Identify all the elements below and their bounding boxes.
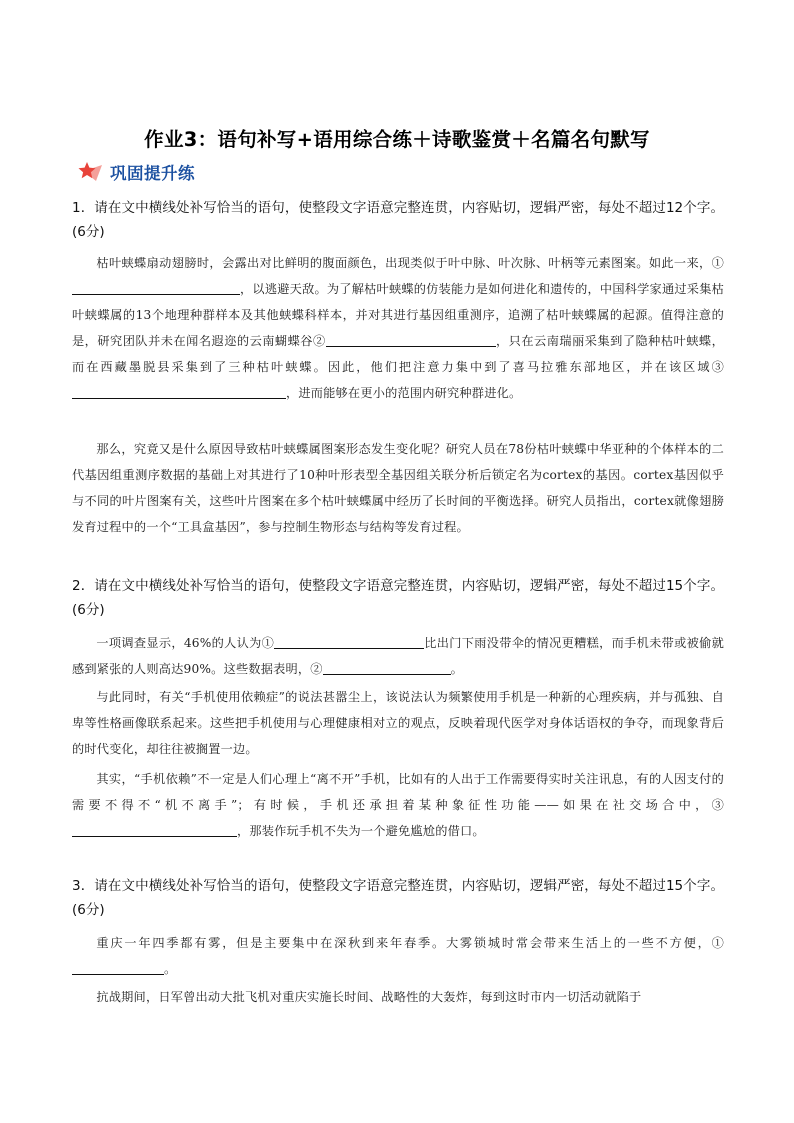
question-3-paragraph-2: 抗战期间，日军曾出动大批飞机对重庆实施长时间、战略性的大轰炸，每到这时市内一切活动就陷于 <box>96 990 642 1004</box>
blank-marker: ① <box>711 936 724 950</box>
blank-marker: ③ <box>711 360 724 374</box>
q1-text-c: ，只在云南瑞丽采集到了隐种枯叶蛱蝶，而在西藏墨脱县采集到了三种枯叶蛱蝶。因此，他们把注意力集中到了喜马拉雅东部地区，并在该区域 <box>72 334 724 374</box>
question-2-paragraph-1 <box>72 630 724 682</box>
question-3-paragraph-1 <box>72 930 724 982</box>
blank-marker: ③ <box>711 798 724 812</box>
q2-text-e: ，那装作玩手机不失为一个避免尴尬的借口。 <box>237 824 485 838</box>
question-3-prompt: 3．请在文中横线处补写恰当的语句，使整段文字语意完整连贯，内容贴切，逻辑严密，每处不超过15个字。(6分) <box>72 878 724 918</box>
blank-marker: ② <box>310 662 323 676</box>
q1-text-d: ，进而能够在更小的范围内研究种群进化。 <box>286 386 522 400</box>
q2-text-c: 。 <box>450 662 464 676</box>
question-2-paragraph-3 <box>72 766 724 844</box>
answer-blank-2[interactable] <box>326 332 496 347</box>
star-icon <box>78 161 104 183</box>
answer-blank-3[interactable] <box>72 384 286 399</box>
q2-text-b: 比出门下雨没带伞的情况更糟糕，而手机未带或被偷就感到紧张的人则高达90%。这些数据表明， <box>72 636 724 676</box>
question-2-paragraph-2: 与此同时，有关“手机使用依赖症”的说法甚嚣尘上，该说法认为频繁使用手机是一种新的心理疾病，并与孤独、自卑等性格画像联系起来。这些把手机使用与心理健康相对立的观点，反映着现代医学对身体话语权的争夺，而现象背后的时代变化，却往往被搁置一边。 <box>72 690 724 756</box>
blank-marker: ② <box>313 334 326 348</box>
blank-marker: ① <box>711 256 724 270</box>
answer-blank-1[interactable] <box>274 634 424 649</box>
page-title: 作业3：语句补写+语用综合练＋诗歌鉴赏＋名篇名句默写 <box>144 128 650 151</box>
q3-text-b: 。 <box>164 962 177 976</box>
q1-text-a: 枯叶蛱蝶扇动翅膀时，会露出对比鲜明的腹面颜色，出现类似于叶中脉、叶次脉、叶柄等元素图案。如此一来， <box>96 256 712 270</box>
answer-blank-3[interactable] <box>72 822 237 837</box>
blank-marker: ① <box>261 636 275 650</box>
q2-text-a: 一项调查显示，46%的人认为 <box>96 636 262 650</box>
question-1-prompt: 1．请在文中横线处补写恰当的语句，使整段文字语意完整连贯，内容贴切，逻辑严密，每处不超过12个字。(6分) <box>72 200 724 240</box>
q3-text-a: 重庆一年四季都有雾，但是主要集中在深秋到来年春季。大雾锁城时常会带来生活上的一些不方便， <box>96 936 712 950</box>
answer-blank-2[interactable] <box>323 660 451 675</box>
section-label: 巩固提升练 <box>110 164 195 183</box>
section-header <box>78 160 195 184</box>
answer-blank-1[interactable] <box>72 960 164 975</box>
question-1-paragraph-1 <box>72 250 724 406</box>
answer-blank-1[interactable] <box>72 280 240 295</box>
q1-text-b: ，以逃避天敌。为了解枯叶蛱蝶的仿装能力是如何进化和遗传的，中国科学家通过采集枯叶蛱蝶属的13个地理种群样本及其他蛱蝶科样本，并对其进行基因组重测序，追溯了枯叶蛱蝶属的起源。值得注意的是，研究团队并未在闻名遐迩的云南蝴蝶谷 <box>72 282 724 348</box>
question-1-paragraph-2: 那么，究竟又是什么原因导致枯叶蛱蝶属图案形态发生变化呢？研究人员在78份枯叶蛱蝶中华亚种的个体样本的二代基因组重测序数据的基础上对其进行了10种叶形表型全基因组关联分析后锁定名为cortex的基因。cortex基因似乎与不同的叶片图案有关，这些叶片图案在多个枯叶蛱蝶属中经历了长时间的平衡选择。研究人员指出，cortex就像翅膀发育过程中的一个“工具盒基因”，参与控制生物形态与结构等发育过程。 <box>72 442 724 534</box>
q2-text-d: 其实，“手机依赖”不一定是人们心理上“离不开”手机，比如有的人出于工作需要得实时关注讯息，有的人因支付的需要不得不“机不离手”；有时候，手机还承担着某种象征性功能——如果在社交场合中， <box>72 772 724 812</box>
question-2-prompt: 2．请在文中横线处补写恰当的语句，使整段文字语意完整连贯，内容贴切，逻辑严密，每处不超过15个字。(6分) <box>72 578 724 618</box>
